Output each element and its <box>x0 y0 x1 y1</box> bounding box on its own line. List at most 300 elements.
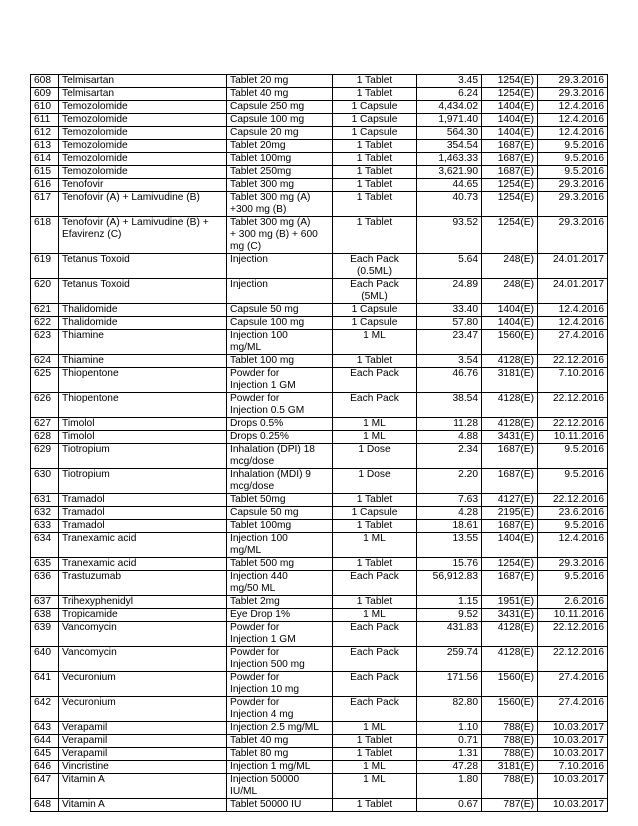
notification-date-cell: 10.03.2017 <box>538 774 608 799</box>
notification-number-cell: 1254(E) <box>482 88 538 101</box>
dosage-form-cell: Tablet 50mg <box>227 494 333 507</box>
unit-cell: 1 Tablet <box>333 799 417 812</box>
price-cell: 2.20 <box>417 469 482 494</box>
unit-cell: 1 Capsule <box>333 317 417 330</box>
dosage-form-cell: Capsule 20 mg <box>227 127 333 140</box>
serial-number-cell: 620 <box>31 279 59 304</box>
unit-cell: Each Pack <box>333 393 417 418</box>
unit-cell: 1 Capsule <box>333 127 417 140</box>
drug-name-cell: Trihexyphenidyl <box>59 596 227 609</box>
drug-name-cell: Verapamil <box>59 722 227 735</box>
dosage-form-cell: Capsule 100 mg <box>227 317 333 330</box>
notification-date-cell: 22.12.2016 <box>538 355 608 368</box>
serial-number-cell: 624 <box>31 355 59 368</box>
serial-number-cell: 615 <box>31 166 59 179</box>
price-cell: 82.80 <box>417 697 482 722</box>
notification-number-cell: 4128(E) <box>482 393 538 418</box>
notification-date-cell: 9.5.2016 <box>538 571 608 596</box>
dosage-form-cell: Tablet 300 mg <box>227 179 333 192</box>
dosage-form-cell: Drops 0.25% <box>227 431 333 444</box>
drug-name-cell: Tramadol <box>59 507 227 520</box>
table-row <box>31 279 608 304</box>
serial-number-cell: 645 <box>31 748 59 761</box>
dosage-form-cell: Injection 100 mg/ML <box>227 533 333 558</box>
notification-number-cell: 1687(E) <box>482 571 538 596</box>
notification-date-cell: 9.5.2016 <box>538 140 608 153</box>
notification-number-cell: 4128(E) <box>482 622 538 647</box>
notification-number-cell: 1951(E) <box>482 596 538 609</box>
price-cell: 1.10 <box>417 722 482 735</box>
dosage-form-cell: Capsule 250 mg <box>227 101 333 114</box>
notification-date-cell: 12.4.2016 <box>538 533 608 558</box>
notification-number-cell: 1687(E) <box>482 520 538 533</box>
unit-cell: 1 Capsule <box>333 507 417 520</box>
notification-number-cell: 248(E) <box>482 254 538 279</box>
dosage-form-cell: Inhalation (DPI) 18 mcg/dose <box>227 444 333 469</box>
dosage-form-cell: Tablet 100 mg <box>227 355 333 368</box>
table-row <box>31 697 608 722</box>
unit-cell: 1 Tablet <box>333 153 417 166</box>
notification-number-cell: 3181(E) <box>482 368 538 393</box>
table-row <box>31 431 608 444</box>
dosage-form-cell: Injection 100 mg/ML <box>227 330 333 355</box>
table-row <box>31 507 608 520</box>
notification-number-cell: 1254(E) <box>482 192 538 217</box>
table-row <box>31 127 608 140</box>
drug-name-cell: Tramadol <box>59 494 227 507</box>
dosage-form-cell: Eye Drop 1% <box>227 609 333 622</box>
unit-cell: Each Pack (0.5ML) <box>333 254 417 279</box>
drug-name-cell: Tenofovir (A) + Lamivudine (B) <box>59 192 227 217</box>
price-cell: 1.15 <box>417 596 482 609</box>
price-cell: 15.76 <box>417 558 482 571</box>
table-row <box>31 317 608 330</box>
unit-cell: 1 ML <box>333 431 417 444</box>
notification-date-cell: 22.12.2016 <box>538 494 608 507</box>
serial-number-cell: 647 <box>31 774 59 799</box>
price-cell: 1.31 <box>417 748 482 761</box>
notification-number-cell: 1687(E) <box>482 166 538 179</box>
notification-date-cell: 27.4.2016 <box>538 697 608 722</box>
notification-date-cell: 22.12.2016 <box>538 418 608 431</box>
drug-name-cell: Temozolomide <box>59 153 227 166</box>
drug-name-cell: Vitamin A <box>59 774 227 799</box>
unit-cell: 1 ML <box>333 609 417 622</box>
table-row <box>31 735 608 748</box>
unit-cell: 1 Tablet <box>333 179 417 192</box>
notification-date-cell: 22.12.2016 <box>538 647 608 672</box>
serial-number-cell: 627 <box>31 418 59 431</box>
notification-number-cell: 3181(E) <box>482 761 538 774</box>
table-row <box>31 722 608 735</box>
serial-number-cell: 609 <box>31 88 59 101</box>
notification-date-cell: 29.3.2016 <box>538 88 608 101</box>
dosage-form-cell: Tablet 40 mg <box>227 88 333 101</box>
serial-number-cell: 635 <box>31 558 59 571</box>
dosage-form-cell: Tablet 40 mg <box>227 735 333 748</box>
price-cell: 354.54 <box>417 140 482 153</box>
unit-cell: 1 Tablet <box>333 88 417 101</box>
dosage-form-cell: Powder for Injection 10 mg <box>227 672 333 697</box>
unit-cell: 1 ML <box>333 761 417 774</box>
drug-name-cell: Verapamil <box>59 748 227 761</box>
drug-name-cell: Vancomycin <box>59 622 227 647</box>
drug-name-cell: Temozolomide <box>59 140 227 153</box>
table-row <box>31 444 608 469</box>
notification-date-cell: 12.4.2016 <box>538 304 608 317</box>
notification-number-cell: 1404(E) <box>482 101 538 114</box>
price-cell: 13.55 <box>417 533 482 558</box>
serial-number-cell: 625 <box>31 368 59 393</box>
drug-name-cell: Tetanus Toxoid <box>59 254 227 279</box>
drug-name-cell: Vecuronium <box>59 697 227 722</box>
serial-number-cell: 618 <box>31 217 59 254</box>
table-row <box>31 114 608 127</box>
notification-date-cell: 12.4.2016 <box>538 127 608 140</box>
table-row <box>31 304 608 317</box>
notification-date-cell: 10.11.2016 <box>538 609 608 622</box>
drug-name-cell: Vitamin A <box>59 799 227 812</box>
table-row <box>31 101 608 114</box>
drug-price-table <box>30 74 608 812</box>
serial-number-cell: 631 <box>31 494 59 507</box>
notification-number-cell: 1560(E) <box>482 672 538 697</box>
drug-name-cell: Trastuzumab <box>59 571 227 596</box>
price-cell: 5.64 <box>417 254 482 279</box>
drug-name-cell: Vecuronium <box>59 672 227 697</box>
unit-cell: Each Pack <box>333 672 417 697</box>
unit-cell: 1 Capsule <box>333 304 417 317</box>
dosage-form-cell: Powder for Injection 1 GM <box>227 622 333 647</box>
notification-date-cell: 29.3.2016 <box>538 192 608 217</box>
price-cell: 18.61 <box>417 520 482 533</box>
notification-number-cell: 788(E) <box>482 735 538 748</box>
dosage-form-cell: Powder for Injection 0.5 GM <box>227 393 333 418</box>
price-cell: 40.73 <box>417 192 482 217</box>
notification-number-cell: 1687(E) <box>482 140 538 153</box>
drug-name-cell: Telmisartan <box>59 75 227 88</box>
serial-number-cell: 634 <box>31 533 59 558</box>
notification-date-cell: 24.01.2017 <box>538 279 608 304</box>
notification-number-cell: 788(E) <box>482 722 538 735</box>
notification-number-cell: 1254(E) <box>482 75 538 88</box>
notification-number-cell: 1404(E) <box>482 114 538 127</box>
notification-date-cell: 12.4.2016 <box>538 101 608 114</box>
table-row <box>31 647 608 672</box>
serial-number-cell: 621 <box>31 304 59 317</box>
dosage-form-cell: Injection <box>227 254 333 279</box>
table-body <box>31 75 608 812</box>
price-cell: 38.54 <box>417 393 482 418</box>
price-cell: 24.89 <box>417 279 482 304</box>
unit-cell: 1 Tablet <box>333 558 417 571</box>
drug-name-cell: Timolol <box>59 431 227 444</box>
drug-name-cell: Thiopentone <box>59 368 227 393</box>
serial-number-cell: 614 <box>31 153 59 166</box>
unit-cell: 1 Tablet <box>333 355 417 368</box>
table-row <box>31 774 608 799</box>
notification-number-cell: 248(E) <box>482 279 538 304</box>
notification-number-cell: 4127(E) <box>482 494 538 507</box>
drug-name-cell: Tenofovir <box>59 179 227 192</box>
drug-name-cell: Thalidomide <box>59 304 227 317</box>
table-row <box>31 330 608 355</box>
notification-number-cell: 1404(E) <box>482 127 538 140</box>
notification-number-cell: 1254(E) <box>482 179 538 192</box>
notification-date-cell: 2.6.2016 <box>538 596 608 609</box>
serial-number-cell: 641 <box>31 672 59 697</box>
unit-cell: 1 Tablet <box>333 192 417 217</box>
unit-cell: 1 ML <box>333 330 417 355</box>
serial-number-cell: 613 <box>31 140 59 153</box>
price-cell: 56,912.83 <box>417 571 482 596</box>
price-cell: 0.67 <box>417 799 482 812</box>
drug-name-cell: Temozolomide <box>59 114 227 127</box>
unit-cell: 1 ML <box>333 774 417 799</box>
dosage-form-cell: Tablet 2mg <box>227 596 333 609</box>
drug-name-cell: Tranexamic acid <box>59 558 227 571</box>
price-cell: 9.52 <box>417 609 482 622</box>
unit-cell: 1 Tablet <box>333 217 417 254</box>
price-cell: 2.34 <box>417 444 482 469</box>
table-row <box>31 609 608 622</box>
table-row <box>31 166 608 179</box>
drug-name-cell: Timolol <box>59 418 227 431</box>
table-row <box>31 494 608 507</box>
price-cell: 259.74 <box>417 647 482 672</box>
table-row <box>31 192 608 217</box>
dosage-form-cell: Tablet 20 mg <box>227 75 333 88</box>
price-cell: 1,971.40 <box>417 114 482 127</box>
drug-name-cell: Thiamine <box>59 355 227 368</box>
price-cell: 33.40 <box>417 304 482 317</box>
serial-number-cell: 632 <box>31 507 59 520</box>
price-cell: 564.30 <box>417 127 482 140</box>
drug-name-cell: Tetanus Toxoid <box>59 279 227 304</box>
notification-date-cell: 10.11.2016 <box>538 431 608 444</box>
unit-cell: Each Pack <box>333 697 417 722</box>
notification-date-cell: 10.03.2017 <box>538 722 608 735</box>
unit-cell: 1 ML <box>333 533 417 558</box>
notification-date-cell: 9.5.2016 <box>538 469 608 494</box>
dosage-form-cell: Capsule 100 mg <box>227 114 333 127</box>
price-cell: 3,621.90 <box>417 166 482 179</box>
notification-date-cell: 9.5.2016 <box>538 153 608 166</box>
unit-cell: 1 Tablet <box>333 494 417 507</box>
drug-name-cell: Tropicamide <box>59 609 227 622</box>
drug-name-cell: Temozolomide <box>59 166 227 179</box>
dosage-form-cell: Powder for Injection 4 mg <box>227 697 333 722</box>
dosage-form-cell: Injection 2.5 mg/ML <box>227 722 333 735</box>
notification-number-cell: 1254(E) <box>482 558 538 571</box>
dosage-form-cell: Inhalation (MDI) 9 mcg/dose <box>227 469 333 494</box>
table-row <box>31 761 608 774</box>
price-cell: 11.28 <box>417 418 482 431</box>
price-cell: 1,463.33 <box>417 153 482 166</box>
unit-cell: 1 Tablet <box>333 596 417 609</box>
dosage-form-cell: Tablet 100mg <box>227 520 333 533</box>
price-cell: 431.83 <box>417 622 482 647</box>
serial-number-cell: 639 <box>31 622 59 647</box>
unit-cell: 1 ML <box>333 722 417 735</box>
serial-number-cell: 633 <box>31 520 59 533</box>
price-cell: 4,434.02 <box>417 101 482 114</box>
notification-number-cell: 1687(E) <box>482 444 538 469</box>
serial-number-cell: 629 <box>31 444 59 469</box>
dosage-form-cell: Tablet 300 mg (A) +300 mg (B) <box>227 192 333 217</box>
notification-number-cell: 788(E) <box>482 748 538 761</box>
notification-number-cell: 4128(E) <box>482 418 538 431</box>
price-cell: 6.24 <box>417 88 482 101</box>
dosage-form-cell: Tablet 300 mg (A) + 300 mg (B) + 600 mg (C) <box>227 217 333 254</box>
drug-name-cell: Thiopentone <box>59 393 227 418</box>
serial-number-cell: 646 <box>31 761 59 774</box>
notification-number-cell: 1687(E) <box>482 153 538 166</box>
serial-number-cell: 626 <box>31 393 59 418</box>
table-row <box>31 393 608 418</box>
price-cell: 3.54 <box>417 355 482 368</box>
serial-number-cell: 611 <box>31 114 59 127</box>
unit-cell: 1 Tablet <box>333 520 417 533</box>
notification-number-cell: 1687(E) <box>482 469 538 494</box>
dosage-form-cell: Tablet 100mg <box>227 153 333 166</box>
dosage-form-cell: Tablet 500 mg <box>227 558 333 571</box>
notification-date-cell: 22.12.2016 <box>538 622 608 647</box>
price-cell: 46.76 <box>417 368 482 393</box>
table-row <box>31 469 608 494</box>
table-row <box>31 799 608 812</box>
notification-number-cell: 1404(E) <box>482 533 538 558</box>
unit-cell: Each Pack (5ML) <box>333 279 417 304</box>
drug-name-cell: Temozolomide <box>59 127 227 140</box>
notification-number-cell: 788(E) <box>482 774 538 799</box>
unit-cell: Each Pack <box>333 622 417 647</box>
notification-date-cell: 12.4.2016 <box>538 114 608 127</box>
price-cell: 0.71 <box>417 735 482 748</box>
price-cell: 47.28 <box>417 761 482 774</box>
drug-name-cell: Verapamil <box>59 735 227 748</box>
table-row <box>31 254 608 279</box>
serial-number-cell: 630 <box>31 469 59 494</box>
notification-date-cell: 9.5.2016 <box>538 520 608 533</box>
serial-number-cell: 648 <box>31 799 59 812</box>
price-cell: 57.80 <box>417 317 482 330</box>
table-row <box>31 217 608 254</box>
table-row <box>31 748 608 761</box>
notification-date-cell: 29.3.2016 <box>538 75 608 88</box>
drug-name-cell: Telmisartan <box>59 88 227 101</box>
dosage-form-cell: Injection 440 mg/50 ML <box>227 571 333 596</box>
drug-name-cell: Temozolomide <box>59 101 227 114</box>
serial-number-cell: 623 <box>31 330 59 355</box>
drug-name-cell: Vincristine <box>59 761 227 774</box>
price-cell: 4.88 <box>417 431 482 444</box>
notification-date-cell: 7.10.2016 <box>538 368 608 393</box>
price-cell: 7.63 <box>417 494 482 507</box>
dosage-form-cell: Powder for Injection 1 GM <box>227 368 333 393</box>
notification-date-cell: 12.4.2016 <box>538 317 608 330</box>
unit-cell: 1 Tablet <box>333 748 417 761</box>
unit-cell: 1 Tablet <box>333 735 417 748</box>
notification-date-cell: 10.03.2017 <box>538 735 608 748</box>
notification-date-cell: 29.3.2016 <box>538 179 608 192</box>
unit-cell: 1 ML <box>333 418 417 431</box>
drug-name-cell: Thiamine <box>59 330 227 355</box>
price-cell: 44.65 <box>417 179 482 192</box>
serial-number-cell: 608 <box>31 75 59 88</box>
table-row <box>31 153 608 166</box>
notification-date-cell: 22.12.2016 <box>538 393 608 418</box>
dosage-form-cell: Powder for Injection 500 mg <box>227 647 333 672</box>
serial-number-cell: 640 <box>31 647 59 672</box>
dosage-form-cell: Tablet 250mg <box>227 166 333 179</box>
price-cell: 23.47 <box>417 330 482 355</box>
drug-name-cell: Tramadol <box>59 520 227 533</box>
notification-date-cell: 24.01.2017 <box>538 254 608 279</box>
dosage-form-cell: Capsule 50 mg <box>227 507 333 520</box>
notification-number-cell: 1254(E) <box>482 217 538 254</box>
serial-number-cell: 638 <box>31 609 59 622</box>
drug-name-cell: Thalidomide <box>59 317 227 330</box>
serial-number-cell: 628 <box>31 431 59 444</box>
notification-date-cell: 7.10.2016 <box>538 761 608 774</box>
serial-number-cell: 642 <box>31 697 59 722</box>
table-row <box>31 355 608 368</box>
serial-number-cell: 619 <box>31 254 59 279</box>
serial-number-cell: 644 <box>31 735 59 748</box>
serial-number-cell: 636 <box>31 571 59 596</box>
price-cell: 1.80 <box>417 774 482 799</box>
dosage-form-cell: Injection 50000 IU/ML <box>227 774 333 799</box>
drug-name-cell: Tiotropium <box>59 444 227 469</box>
unit-cell: 1 Tablet <box>333 75 417 88</box>
serial-number-cell: 617 <box>31 192 59 217</box>
notification-date-cell: 27.4.2016 <box>538 672 608 697</box>
unit-cell: 1 Tablet <box>333 140 417 153</box>
notification-date-cell: 9.5.2016 <box>538 166 608 179</box>
notification-number-cell: 787(E) <box>482 799 538 812</box>
serial-number-cell: 610 <box>31 101 59 114</box>
table-row <box>31 418 608 431</box>
table-row <box>31 520 608 533</box>
serial-number-cell: 612 <box>31 127 59 140</box>
notification-date-cell: 29.3.2016 <box>538 558 608 571</box>
table-row <box>31 596 608 609</box>
dosage-form-cell: Capsule 50 mg <box>227 304 333 317</box>
drug-name-cell: Tenofovir (A) + Lamivudine (B) + Efavirenz (C) <box>59 217 227 254</box>
table-row <box>31 672 608 697</box>
serial-number-cell: 622 <box>31 317 59 330</box>
table-row <box>31 368 608 393</box>
notification-number-cell: 1560(E) <box>482 330 538 355</box>
notification-date-cell: 29.3.2016 <box>538 217 608 254</box>
notification-number-cell: 3431(E) <box>482 431 538 444</box>
notification-number-cell: 2195(E) <box>482 507 538 520</box>
price-cell: 93.52 <box>417 217 482 254</box>
dosage-form-cell: Injection 1 mg/ML <box>227 761 333 774</box>
price-cell: 3.45 <box>417 75 482 88</box>
unit-cell: 1 Capsule <box>333 101 417 114</box>
notification-date-cell: 27.4.2016 <box>538 330 608 355</box>
notification-date-cell: 10.03.2017 <box>538 799 608 812</box>
table-row <box>31 533 608 558</box>
table-row <box>31 140 608 153</box>
table-row <box>31 75 608 88</box>
unit-cell: 1 Tablet <box>333 166 417 179</box>
unit-cell: Each Pack <box>333 647 417 672</box>
notification-date-cell: 9.5.2016 <box>538 444 608 469</box>
drug-name-cell: Tiotropium <box>59 469 227 494</box>
